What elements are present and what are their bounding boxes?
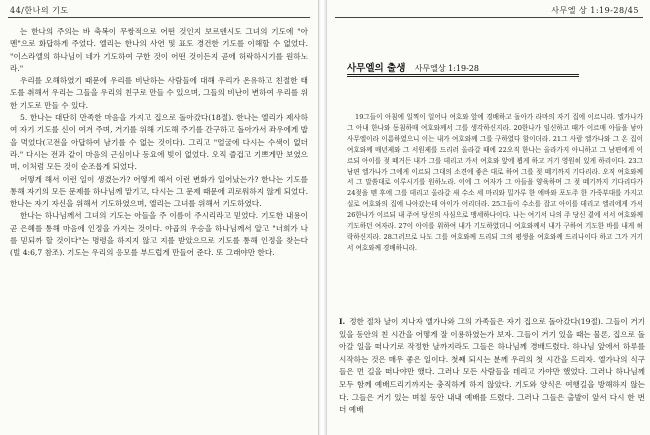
- left-body-text: [10, 26, 308, 260]
- scripture-passage: [347, 112, 643, 254]
- section-number: I.: [339, 317, 346, 326]
- left-paragraph: 한나는 하나님께서 그녀의 기도는 아들을 주 이름이 주시리라고 믿었다. 기도한 내용이 곧 은혜를 통해 마음에 인정을 가지는 것이다. 야곱의 우승을 하나님께서 알고 "너희가 나를 믿되까 할 것이다"는 명령을 하지지 않고 지를 받았으므로 기도를 통해 인정을 찾는다(빌 4:6,7 참조). 기도는 우리의 응모를 부드럽게 만들어 준다. 또 그래야만 한다.: [10, 211, 308, 258]
- left-paragraph: 는 한나의 주의는 바 축복이 무쌍적으로 어떤 것인지 보르덴시도 그녀의 기도에 "아멘"으로 화답하게 주었다. 엘리는 한나의 사연 및 표도 경건한 기도를 이해할 수 없었다. "이스라엘의 하나님이 네가 기도하여 구한 것이 어떤 것이든지 곧에 허락하시기를 원하노라.": [10, 27, 308, 73]
- right-paragraph-text: 정한 절차 날이 지나자 엘가나와 그의 가족들은 자기 집으로 돌아갔다(19절). 그들이 거기 있을 동안의 친 시간을 어떻게 잘 이용하였는가 보자. 그들이 거기 있을 때는 물론, 집으로 돌아갈 일을 떠나기로 작정한 날까지라도 그들은 하나님께 경배드렸다. 하나님 앞에서 하루를 시작하는 것은 매우 좋은 일이다. 첫째 되시는 분께 우리의 첫 시간을 드리자. 엘가나의 식구들은 먼 길을 떠나야만 했다. 그러나 모든 사람들을 데리고 가야만 했었다. 그러나 하나님께 모두 함께 예배드리기까지는 충직하게 하지 않았다. 기도와 양식은 여행길을 방해하지 않는다. 그들은 거기 있는 며칠 동안 내내 예배를 드렸다. 그러나 그들은 출발이 앞서 다시 한 번 더 예배: [339, 317, 645, 415]
- right-body-text: [339, 316, 645, 417]
- scripture-text: 19그들이 아침에 일찍이 일어나 여호와 앞에 경배하고 돌아가 라마의 자기 집에 이르니라. 엘가나가 그 아내 한나와 동침하매 여호와께서 그를 생각하신지라. 20한나가 임신하고 때가 이르매 아들을 낳아 사무엘이라 이름하였으니 이는 내가 여호와께 그를 구하였다 함이더라. 21그 사람 엘가나와 그 온 집이 여호와께 매년제와 그 서원제를 드리러 올라갈 때에 22오직 한나는 올라가지 아니하고 그 남편에게 이르되 아이를 젖 떼거든 내가 그를 데리고 가서 여호와 앞에 뵙게 하고 거기 영원히 있게 하리이다. 23그 남편 엘가나가 그에게 이르되 그대의 소견에 좋은 대로 하여 그를 젖 떼기까지 기다리라. 오직 여호와께서 그 말씀대로 이루시기를 원하노라. 이에 그 여자가 그 아들을 양육하며 그 젖 떼기까지 기다리다가 24젖을 뗀 후에 그를 데리고 올라갈 새 수소 세 마리와 밀가루 한 에바와 포도주 한 가죽부대를 가지고 실로 여호와의 집에 나아갔는데 아이가 어리더라. 25그들이 수소를 잡고 아이를 데리고 엘리에게 가서 26한나가 이르되 내 주여 당신의 사심으로 맹세하나이다. 나는 여기서 나의 주 당신 곁에 서서 여호와께 기도하던 여자라. 27이 아이를 위하여 내가 기도하였더니 여호와께서 내가 구하여 기도한 바를 내게 허락하신지라. 28그러므로 나도 그를 여호와께 드리되 그의 평생을 여호와께 드리나이다 하고 그가 거기서 여호와께 경배하니라.: [347, 113, 643, 252]
- left-running-head: 44/한나의 기도: [10, 6, 69, 15]
- right-paragraph: [339, 316, 645, 417]
- left-paragraph: 5. 한나는 대단히 만족한 마음을 가지고 집으로 돌아갔다(18절). 한나는 엘리가 제사하여 자기 기도를 신이 여겨 주며, 거기를 위해 기도해 주기를 간구하고 돌아가서 좌우에게 밥을 먹었다(고전을 아답하여 남기를 수 없는 것이다). 그리고 "얼굴에 다시는 수색이 없더라." 다시는 전과 같이 마음의 근심이나 동요에 빚이 없었다. 오직 즐겁고 기쁘게만 보였으며, 이처럼 모든 것이 순조롭게 되었다.: [10, 113, 308, 172]
- right-running-head: 사무엘 상 1:19-28/45: [551, 6, 639, 15]
- left-page: [0, 0, 319, 435]
- left-paragraph: 어떻게 해서 이런 일이 생겼는가? 어떻게 해서 이런 변화가 일어났는가? 한나는 기도를 통해 자기의 모든 문제를 하나님께 맡기고, 다시는 그 문제 때문에 괴로워하지 않게 되었다. 한나는 자기 자신을 위해서 기도하였으며, 엘리는 그녀를 위해서 기도하였다.: [10, 174, 308, 209]
- chapter-rule-double: [347, 76, 579, 77]
- chapter-rule: [347, 74, 579, 75]
- right-header-rule: [335, 17, 643, 18]
- chapter-title-text: 사무엘의 출생: [347, 63, 406, 74]
- chapter-title: [347, 60, 479, 74]
- left-header-rule: [8, 17, 310, 18]
- chapter-reference: 사무엘상 1:19-28: [414, 64, 479, 73]
- book-gutter: [318, 0, 326, 435]
- left-paragraph: 우리를 오해하였기 때문에 우리를 비난하는 사람들에 대해 우리가 온유하고 친절한 태도를 취해서 우리는 그들을 우리의 친구로 만들 수 있으며, 그들의 비난이 변하여 우리를 위한 기도로 만들 수 있다.: [10, 76, 308, 110]
- right-page: [326, 0, 650, 435]
